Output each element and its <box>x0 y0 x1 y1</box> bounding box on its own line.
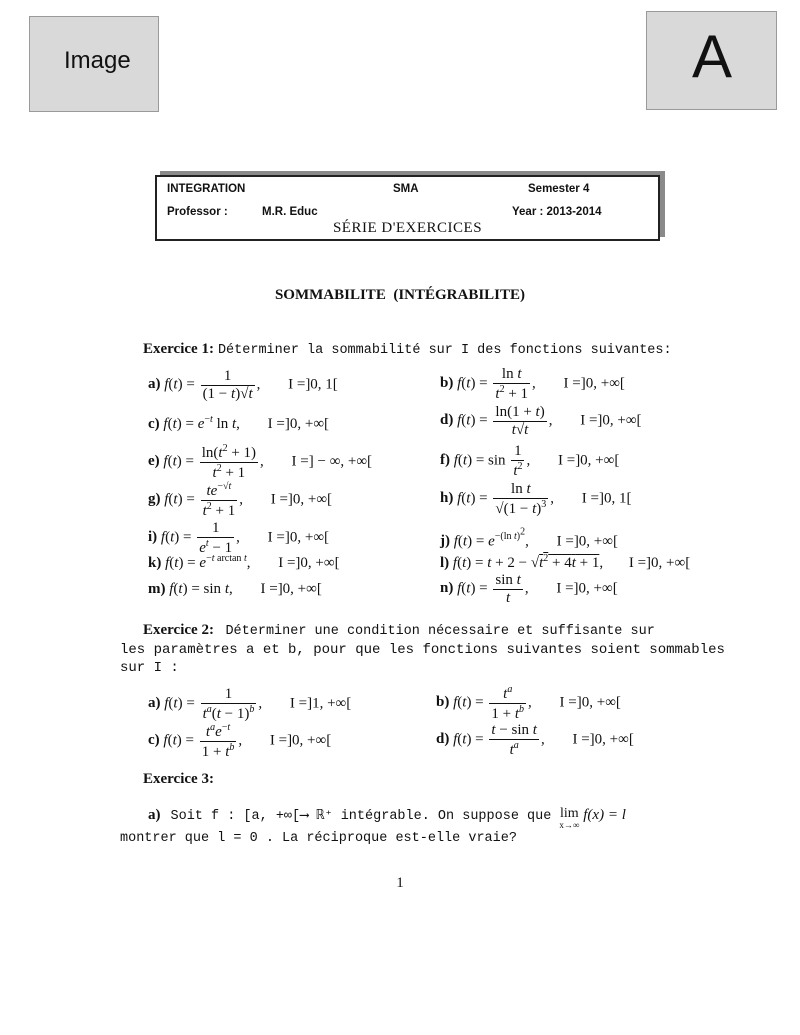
exercise2-title: Exercice 2: <box>143 622 214 638</box>
series-title: SÉRIE D'EXERCICES <box>332 220 483 236</box>
ex1-interval-m: I =]0, +∞[ <box>260 581 322 597</box>
image-placeholder-left <box>29 16 159 112</box>
ex2-interval-c: I =]0, +∞[ <box>269 732 332 749</box>
ex1-item-d: d) f(t) = $\frac{\ln(1 + t)}{t√t}$ , I =]0, +∞[ <box>440 404 642 438</box>
ex2-item-c: c) f(t) = $\frac{t^ae^{-t}}{1 + t^b}$ , I =]0, +∞[ <box>148 722 332 760</box>
exercise3-title: Exercice 3: <box>143 771 214 787</box>
ex1-label-j: j) <box>440 533 450 550</box>
ex1-label-a: a) <box>148 376 161 393</box>
ex1-item-i: i) f(t) = $\frac{1}{e^t - 1}$ , I =]0, +∞[ <box>148 520 330 556</box>
ex1-label-c: c) <box>148 416 160 432</box>
ex1-item-n: n) f(t) = $\frac{\text{sin t}}{t}$ , I =]0, +∞[ <box>440 572 618 606</box>
ex1-interval-j: I =]0, +∞[ <box>556 533 618 550</box>
header-year: Year : 2013-2014 <box>512 206 602 218</box>
ex1-label-d: d) <box>440 412 454 429</box>
header-professor-label: Professor : <box>167 206 228 218</box>
ex1-label-n: n) <box>440 580 454 597</box>
ex2-interval-a: I =]1, +∞[ <box>289 695 352 712</box>
ex2-label-b: b) <box>436 694 450 711</box>
ex2-label-a: a) <box>148 695 161 712</box>
exercise3-limit-sub: x→∞ <box>559 820 580 830</box>
ex1-interval-h: I =]0, 1[ <box>581 490 632 507</box>
ex1-label-i: i) <box>148 529 158 546</box>
ex2-interval-d: I =]0, +∞[ <box>572 731 634 748</box>
ex2-label-d: d) <box>436 731 450 748</box>
ex1-item-e: e) f(t) = $\frac{\ln(t^2 + 1)}{t^2 + 1}$ , I =] − ∞, +∞[ <box>148 443 373 481</box>
header-subject: INTEGRATION <box>167 183 246 195</box>
exercise1-title: Exercice 1: <box>143 341 214 357</box>
ex1-interval-k: I =]0, +∞[ <box>278 555 340 571</box>
ex1-item-k: k) $f(t) = e^{-t arctan t}$, I =]0, +∞[ <box>148 553 340 571</box>
ex2-item-a: a) f(t) = $\frac{1}{t^a(t - 1)^b}$ , I =]1, +∞[ <box>148 686 352 722</box>
ex1-label-k: k) <box>148 555 162 571</box>
exercise3-line1a: Soit f : [a, +∞[⟶ ℝ⁺ intégrable. On suppose que <box>170 809 552 824</box>
ex2-item-d: d) f(t) = $\frac{\text{t − sin t}}{t^a}$ , I =]0, +∞[ <box>436 722 634 758</box>
exercise1-instruction: Déterminer la sommabilité sur I des fonctions suivantes: <box>217 343 672 358</box>
ex2-interval-b: I =]0, +∞[ <box>559 694 621 711</box>
exercise3-line1b: f(x) = l <box>583 807 626 823</box>
ex1-item-m: m) f(t) = sin t, I =]0, +∞[ <box>148 581 322 597</box>
ex1-interval-f: I =]0, +∞[ <box>557 452 620 469</box>
ex1-interval-e: I =] − ∞, +∞[ <box>291 453 373 470</box>
image-placeholder-left-label: Image <box>64 47 131 74</box>
ex1-interval-l: I =]0, +∞[ <box>628 555 691 571</box>
exercise3-part-label: a) <box>148 807 161 823</box>
ex1-item-l: l) $f(t) = t + 2 - √t^2 + 4t + 1$, I =]0, +∞[ <box>440 553 691 571</box>
ex1-interval-i: I =]0, +∞[ <box>267 529 330 546</box>
header-section: SMA <box>393 183 419 195</box>
header-semester: Semester 4 <box>528 183 590 195</box>
exercise2-line3: sur I : <box>120 660 179 676</box>
ex1-label-m: m) <box>148 581 166 597</box>
ex1-label-g: g) <box>148 491 161 508</box>
header-box <box>155 175 660 241</box>
exercise1-heading <box>143 340 672 358</box>
ex1-item-j: j) $f(t) = e^{-(ln t)^2}$, I =]0, +∞[ <box>440 527 618 550</box>
ex1-item-a: a) f(t) = $\frac{1}{(1 - t)√t}$ , I =]0, 1[ <box>148 368 338 402</box>
ex1-label-f: f) <box>440 452 450 469</box>
ex1-item-g: g) f(t) = $\frac{te^{-√t}}{t^2 + 1}$ , I =]0, +∞[ <box>148 481 333 519</box>
image-placeholder-right-label: A <box>692 23 733 90</box>
ex1-label-l: l) <box>440 555 450 571</box>
ex1-label-b: b) <box>440 375 454 392</box>
ex1-interval-c: I =]0, +∞[ <box>267 416 330 432</box>
ex1-item-h: h) f(t) = $\frac{\text{ln t}}{√(1 - t)^3}$ , I =]0, 1[ <box>440 481 632 517</box>
header-professor-name: M.R. Educ <box>262 206 318 218</box>
ex1-interval-g: I =]0, +∞[ <box>270 491 333 508</box>
exercise2-line2: les paramètres a et b, pour que les fonctions suivantes soient sommables <box>120 642 725 658</box>
ex1-interval-b: I =]0, +∞[ <box>563 375 625 392</box>
ex1-item-f: f) f(t) = sin $\frac{1}{t^2}$ , I =]0, +∞[ <box>440 443 620 479</box>
page-number: 1 <box>396 875 404 891</box>
exercise2-paragraph <box>120 621 725 677</box>
ex1-label-h: h) <box>440 490 454 507</box>
ex2-item-b: b) f(t) = $\frac{t^a}{1 + t^b}$ , I =]0, +∞[ <box>436 684 621 722</box>
ex2-label-c: c) <box>148 732 160 749</box>
exercise3-part-a <box>148 806 626 830</box>
exercise3-limit: lim <box>559 806 579 821</box>
ex1-item-b: b) f(t) = $\frac{\text{ln t}}{t^2 + 1}$ , I =]0, +∞[ <box>440 366 625 402</box>
ex1-interval-n: I =]0, +∞[ <box>556 580 618 597</box>
ex1-item-c: c) $f(t) = e^{-t}$ ln t, I =]0, +∞[ <box>148 414 330 432</box>
ex1-interval-d: I =]0, +∞[ <box>580 412 642 429</box>
exercise3-line2: montrer que l = 0 . La réciproque est-elle vraie? <box>120 831 517 846</box>
ex1-interval-a: I =]0, 1[ <box>288 376 338 393</box>
ex1-label-e: e) <box>148 453 160 470</box>
main-title: SOMMABILITE (INTÉGRABILITE) <box>274 287 526 303</box>
exercise2-line1: Déterminer une condition nécessaire et suffisante sur <box>225 624 655 639</box>
image-placeholder-right <box>646 11 777 110</box>
